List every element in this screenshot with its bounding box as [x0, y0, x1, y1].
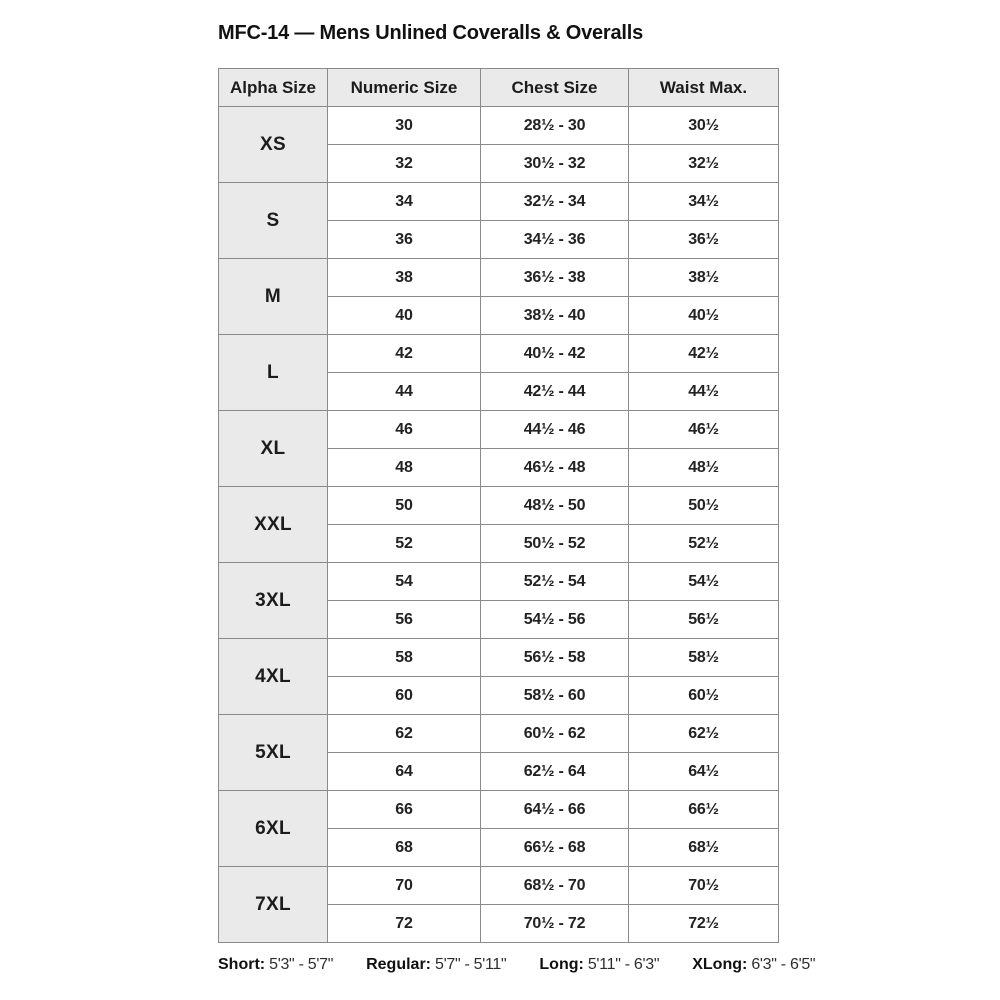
size-table — [218, 68, 779, 943]
chest-size-cell: 64½ - 66 — [481, 791, 629, 829]
waist-max-cell: 46½ — [629, 411, 779, 449]
numeric-size-cell: 40 — [328, 297, 481, 335]
alpha-size-cell: S — [219, 183, 328, 259]
alpha-size-cell: 6XL — [219, 791, 328, 867]
chest-size-cell: 58½ - 60 — [481, 677, 629, 715]
numeric-size-cell: 30 — [328, 107, 481, 145]
chest-size-cell: 52½ - 54 — [481, 563, 629, 601]
height-range-label: Long: — [539, 956, 584, 973]
height-range-value: 5'11" - 6'3" — [587, 956, 660, 973]
table-row — [219, 335, 779, 373]
header-row — [219, 69, 779, 107]
page-title: MFC-14 — Mens Unlined Coveralls & Overalls — [218, 22, 644, 44]
alpha-size-cell: M — [219, 259, 328, 335]
waist-max-cell: 36½ — [629, 221, 779, 259]
waist-max-cell: 40½ — [629, 297, 779, 335]
table-row — [219, 867, 779, 905]
column-header-alpha_size: Alpha Size — [219, 69, 328, 107]
column-header-numeric_size: Numeric Size — [328, 69, 481, 107]
waist-max-cell: 50½ — [629, 487, 779, 525]
chest-size-cell: 30½ - 32 — [481, 145, 629, 183]
waist-max-cell: 60½ — [629, 677, 779, 715]
waist-max-cell: 72½ — [629, 905, 779, 943]
chest-size-cell: 50½ - 52 — [481, 525, 629, 563]
alpha-size-cell: 7XL — [219, 867, 328, 943]
numeric-size-cell: 32 — [328, 145, 481, 183]
alpha-size-cell: 5XL — [219, 715, 328, 791]
table-row — [219, 259, 779, 297]
height-range-label: XLong: — [692, 956, 748, 973]
size-chart-page — [218, 20, 816, 974]
height-range-label: Regular: — [366, 956, 431, 973]
alpha-size-cell: 3XL — [219, 563, 328, 639]
waist-max-cell: 62½ — [629, 715, 779, 753]
numeric-size-cell: 66 — [328, 791, 481, 829]
chest-size-cell: 46½ - 48 — [481, 449, 629, 487]
chest-size-cell: 56½ - 58 — [481, 639, 629, 677]
numeric-size-cell: 64 — [328, 753, 481, 791]
chest-size-cell: 54½ - 56 — [481, 601, 629, 639]
chest-size-cell: 28½ - 30 — [481, 107, 629, 145]
chest-size-cell: 66½ - 68 — [481, 829, 629, 867]
table-row — [219, 411, 779, 449]
waist-max-cell: 32½ — [629, 145, 779, 183]
waist-max-cell: 64½ — [629, 753, 779, 791]
height-range-item — [692, 956, 815, 974]
waist-max-cell: 52½ — [629, 525, 779, 563]
waist-max-cell: 30½ — [629, 107, 779, 145]
table-row — [219, 639, 779, 677]
table-row — [219, 107, 779, 145]
size-table-head — [219, 69, 779, 107]
chest-size-cell: 40½ - 42 — [481, 335, 629, 373]
column-header-chest_size: Chest Size — [481, 69, 629, 107]
numeric-size-cell: 52 — [328, 525, 481, 563]
numeric-size-cell: 38 — [328, 259, 481, 297]
table-row — [219, 791, 779, 829]
waist-max-cell: 66½ — [629, 791, 779, 829]
alpha-size-cell: XL — [219, 411, 328, 487]
table-row — [219, 715, 779, 753]
size-table-body — [219, 107, 779, 943]
numeric-size-cell: 70 — [328, 867, 481, 905]
numeric-size-cell: 36 — [328, 221, 481, 259]
chest-size-cell: 32½ - 34 — [481, 183, 629, 221]
numeric-size-cell: 62 — [328, 715, 481, 753]
chest-size-cell: 48½ - 50 — [481, 487, 629, 525]
numeric-size-cell: 60 — [328, 677, 481, 715]
numeric-size-cell: 54 — [328, 563, 481, 601]
waist-max-cell: 58½ — [629, 639, 779, 677]
chest-size-cell: 62½ - 64 — [481, 753, 629, 791]
waist-max-cell: 56½ — [629, 601, 779, 639]
table-row — [219, 563, 779, 601]
waist-max-cell: 42½ — [629, 335, 779, 373]
alpha-size-cell: XXL — [219, 487, 328, 563]
height-range-label: Short: — [218, 956, 266, 973]
waist-max-cell: 68½ — [629, 829, 779, 867]
chest-size-cell: 60½ - 62 — [481, 715, 629, 753]
waist-max-cell: 54½ — [629, 563, 779, 601]
waist-max-cell: 48½ — [629, 449, 779, 487]
height-range-value: 5'3" - 5'7" — [269, 956, 334, 973]
waist-max-cell: 70½ — [629, 867, 779, 905]
chest-size-cell: 38½ - 40 — [481, 297, 629, 335]
numeric-size-cell: 68 — [328, 829, 481, 867]
table-row — [219, 487, 779, 525]
column-header-waist_max: Waist Max. — [629, 69, 779, 107]
height-ranges — [218, 956, 816, 974]
height-range-value: 6'3" - 6'5" — [751, 956, 816, 973]
alpha-size-cell: L — [219, 335, 328, 411]
numeric-size-cell: 50 — [328, 487, 481, 525]
height-range-value: 5'7" - 5'11" — [435, 956, 507, 973]
numeric-size-cell: 34 — [328, 183, 481, 221]
alpha-size-cell: 4XL — [219, 639, 328, 715]
chest-size-cell: 34½ - 36 — [481, 221, 629, 259]
chest-size-cell: 36½ - 38 — [481, 259, 629, 297]
numeric-size-cell: 48 — [328, 449, 481, 487]
numeric-size-cell: 56 — [328, 601, 481, 639]
chest-size-cell: 68½ - 70 — [481, 867, 629, 905]
alpha-size-cell: XS — [219, 107, 328, 183]
chest-size-cell: 44½ - 46 — [481, 411, 629, 449]
numeric-size-cell: 44 — [328, 373, 481, 411]
chest-size-cell: 42½ - 44 — [481, 373, 629, 411]
numeric-size-cell: 58 — [328, 639, 481, 677]
table-row — [219, 183, 779, 221]
height-range-item — [366, 956, 506, 974]
numeric-size-cell: 72 — [328, 905, 481, 943]
waist-max-cell: 44½ — [629, 373, 779, 411]
numeric-size-cell: 46 — [328, 411, 481, 449]
height-range-item — [539, 956, 659, 974]
waist-max-cell: 34½ — [629, 183, 779, 221]
chest-size-cell: 70½ - 72 — [481, 905, 629, 943]
waist-max-cell: 38½ — [629, 259, 779, 297]
height-range-item — [218, 956, 333, 974]
numeric-size-cell: 42 — [328, 335, 481, 373]
